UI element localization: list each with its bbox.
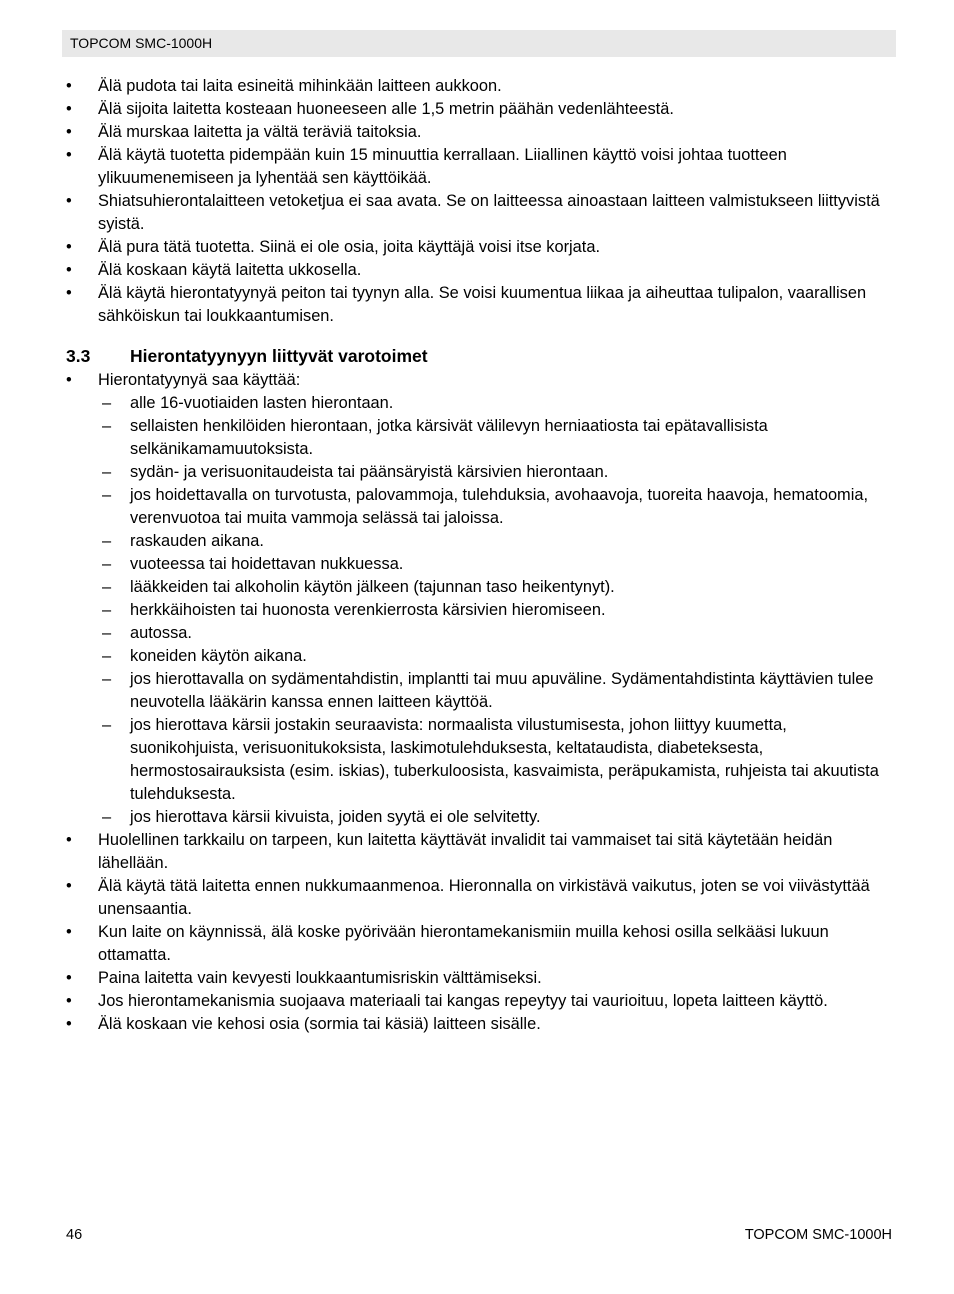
list-item-text: jos hierottavalla on sydämentahdistin, implantti tai muu apuväline. Sydämentahdistinta käyttävien tulee neuvotella lääkärin kanssa ennen laitteen käyttöä. bbox=[130, 670, 874, 711]
sub-list-item bbox=[98, 530, 896, 553]
list-item bbox=[62, 990, 896, 1013]
sub-list bbox=[98, 392, 896, 829]
bullet-icon: • bbox=[66, 1015, 72, 1033]
header-title: TOPCOM SMC-1000H bbox=[70, 35, 213, 51]
list-item-text: jos hierottava kärsii kivuista, joiden syytä ei ole selvitetty. bbox=[130, 808, 541, 826]
list-item bbox=[62, 236, 896, 259]
bullet-icon: • bbox=[66, 261, 72, 279]
sub-list-item bbox=[98, 484, 896, 530]
list-item-text: Jos hierontamekanismia suojaava materiaali tai kangas repeytyy tai vaurioituu, lopeta laitteen käyttö. bbox=[98, 992, 828, 1010]
list-item-text: Älä koskaan käytä laitetta ukkosella. bbox=[98, 261, 362, 279]
dash-icon: – bbox=[102, 394, 112, 412]
dash-icon: – bbox=[102, 463, 112, 481]
list-item bbox=[62, 98, 896, 121]
list-item bbox=[62, 190, 896, 236]
bullet-icon: • bbox=[66, 371, 72, 389]
bullet-icon: • bbox=[66, 923, 72, 941]
bullet-icon: • bbox=[66, 877, 72, 895]
list-item-text: Paina laitetta vain kevyesti loukkaantumisriskin välttämiseksi. bbox=[98, 969, 542, 987]
list-item-text: Älä käytä tuotetta pidempään kuin 15 minuuttia kerrallaan. Liiallinen käyttö voisi johtaa tuotteen ylikuumenemiseen ja lyhentää sen käyttöikää. bbox=[98, 146, 787, 187]
dash-icon: – bbox=[102, 486, 112, 504]
bullet-icon: • bbox=[66, 123, 72, 141]
sub-list-item bbox=[98, 806, 896, 829]
sub-list-item bbox=[98, 576, 896, 599]
dash-icon: – bbox=[102, 808, 112, 826]
bullet-icon: • bbox=[66, 192, 72, 210]
list-item-text: lääkkeiden tai alkoholin käytön jälkeen (tajunnan taso heikentynyt). bbox=[130, 578, 615, 596]
list-item-text: Huolellinen tarkkailu on tarpeen, kun laitetta käyttävät invalidit tai vammaiset tai sitä käytetään heidän lähellään. bbox=[98, 831, 833, 872]
list-item bbox=[62, 282, 896, 328]
massage-cushion-precautions-list bbox=[62, 369, 896, 1036]
list-item-text: Hierontatyynyä saa käyttää: bbox=[98, 371, 301, 389]
list-item-text: koneiden käytön aikana. bbox=[130, 647, 307, 665]
list-item-text: Älä pura tätä tuotetta. Siinä ei ole osia, joita käyttäjä voisi itse korjata. bbox=[98, 238, 601, 256]
list-item-text: Kun laite on käynnissä, älä koske pyörivään hierontamekanismiin muilla kehosi osilla selkääsi lukuun ottamatta. bbox=[98, 923, 829, 964]
list-item-text: jos hoidettavalla on turvotusta, palovammoja, tulehduksia, avohaavoja, tuoreita haavoja, hematoomia, verenvuotoa tai muita vammoja selässä tai jaloissa. bbox=[130, 486, 869, 527]
list-item bbox=[62, 875, 896, 921]
page-header bbox=[62, 30, 896, 57]
list-item bbox=[62, 1013, 896, 1036]
footer-product: TOPCOM SMC-1000H bbox=[744, 1227, 892, 1243]
page-content bbox=[62, 75, 896, 1036]
dash-icon: – bbox=[102, 417, 112, 435]
sub-list-item bbox=[98, 415, 896, 461]
sub-list-item bbox=[98, 392, 896, 415]
sub-list-item bbox=[98, 599, 896, 622]
dash-icon: – bbox=[102, 647, 112, 665]
list-item bbox=[62, 967, 896, 990]
bullet-icon: • bbox=[66, 969, 72, 987]
list-item-text: autossa. bbox=[130, 624, 192, 642]
list-item-text: vuoteessa tai hoidettavan nukkuessa. bbox=[130, 555, 404, 573]
list-item-text: Älä käytä hierontatyynyä peiton tai tyynyn alla. Se voisi kuumentua liikaa ja aiheuttaa tulipalon, vaarallisen sähköiskun tai loukkaantumisen. bbox=[98, 284, 867, 325]
section-heading bbox=[62, 345, 896, 369]
list-item-text: Älä käytä tätä laitetta ennen nukkumaanmenoa. Hieronnalla on virkistävä vaikutus, joten se voi viivästyttää unensaantia. bbox=[98, 877, 870, 918]
list-item-text: herkkäihoisten tai huonosta verenkierrosta kärsivien hieromiseen. bbox=[130, 601, 606, 619]
list-item bbox=[62, 369, 896, 829]
bullet-icon: • bbox=[66, 100, 72, 118]
list-item-text: Älä pudota tai laita esineitä mihinkään laitteen aukkoon. bbox=[98, 77, 502, 95]
list-item-text: Älä koskaan vie kehosi osia (sormia tai käsiä) laitteen sisälle. bbox=[98, 1015, 541, 1033]
section-number: 3.3 bbox=[66, 346, 91, 366]
list-item bbox=[62, 144, 896, 190]
list-item-text: sellaisten henkilöiden hierontaan, jotka kärsivät välilevyn herniaatiosta tai epätavallisista selkänikamamuutoksista. bbox=[130, 417, 768, 458]
dash-icon: – bbox=[102, 578, 112, 596]
sub-list-item bbox=[98, 553, 896, 576]
sub-list-item bbox=[98, 645, 896, 668]
dash-icon: – bbox=[102, 624, 112, 642]
sub-list-item bbox=[98, 714, 896, 806]
dash-icon: – bbox=[102, 601, 112, 619]
list-item bbox=[62, 121, 896, 144]
precautions-list bbox=[62, 75, 896, 328]
sub-list-item bbox=[98, 668, 896, 714]
dash-icon: – bbox=[102, 532, 112, 550]
bullet-icon: • bbox=[66, 284, 72, 302]
dash-icon: – bbox=[102, 670, 112, 688]
list-item-text: Shiatsuhierontalaitteen vetoketjua ei saa avata. Se on laitteessa ainoastaan laitteen valmistukseen liittyvistä syistä. bbox=[98, 192, 880, 233]
bullet-icon: • bbox=[66, 146, 72, 164]
bullet-icon: • bbox=[66, 831, 72, 849]
bullet-icon: • bbox=[66, 238, 72, 256]
sub-list-item bbox=[98, 461, 896, 484]
list-item-text: raskauden aikana. bbox=[130, 532, 264, 550]
list-item-text: alle 16-vuotiaiden lasten hierontaan. bbox=[130, 394, 394, 412]
list-item-text: Älä sijoita laitetta kosteaan huoneeseen alle 1,5 metrin päähän vedenlähteestä. bbox=[98, 100, 674, 118]
dash-icon: – bbox=[102, 716, 112, 734]
list-item-text: sydän- ja verisuonitaudeista tai päänsäryistä kärsivien hierontaan. bbox=[130, 463, 609, 481]
page-number: 46 bbox=[66, 1227, 83, 1243]
dash-icon: – bbox=[102, 555, 112, 573]
list-item-text: jos hierottava kärsii jostakin seuraavista: normaalista vilustumisesta, johon liittyy kuumetta, suonikohjuista, verisuonitukoksista, laskimotulehduksesta, keltataudista, diabeteksesta, hermostosairauksista (esim. iskias), tuberkuloosista, kasvaimista, peräpukamista, ruhjeista tai akuutista tulehduksesta. bbox=[130, 716, 879, 803]
list-item bbox=[62, 75, 896, 98]
list-item bbox=[62, 259, 896, 282]
list-item bbox=[62, 829, 896, 875]
section-title: Hierontatyynyyn liittyvät varotoimet bbox=[130, 346, 428, 366]
list-item bbox=[62, 921, 896, 967]
bullet-icon: • bbox=[66, 992, 72, 1010]
sub-list-item bbox=[98, 622, 896, 645]
bullet-icon: • bbox=[66, 77, 72, 95]
list-item-text: Älä murskaa laitetta ja vältä teräviä taitoksia. bbox=[98, 123, 422, 141]
